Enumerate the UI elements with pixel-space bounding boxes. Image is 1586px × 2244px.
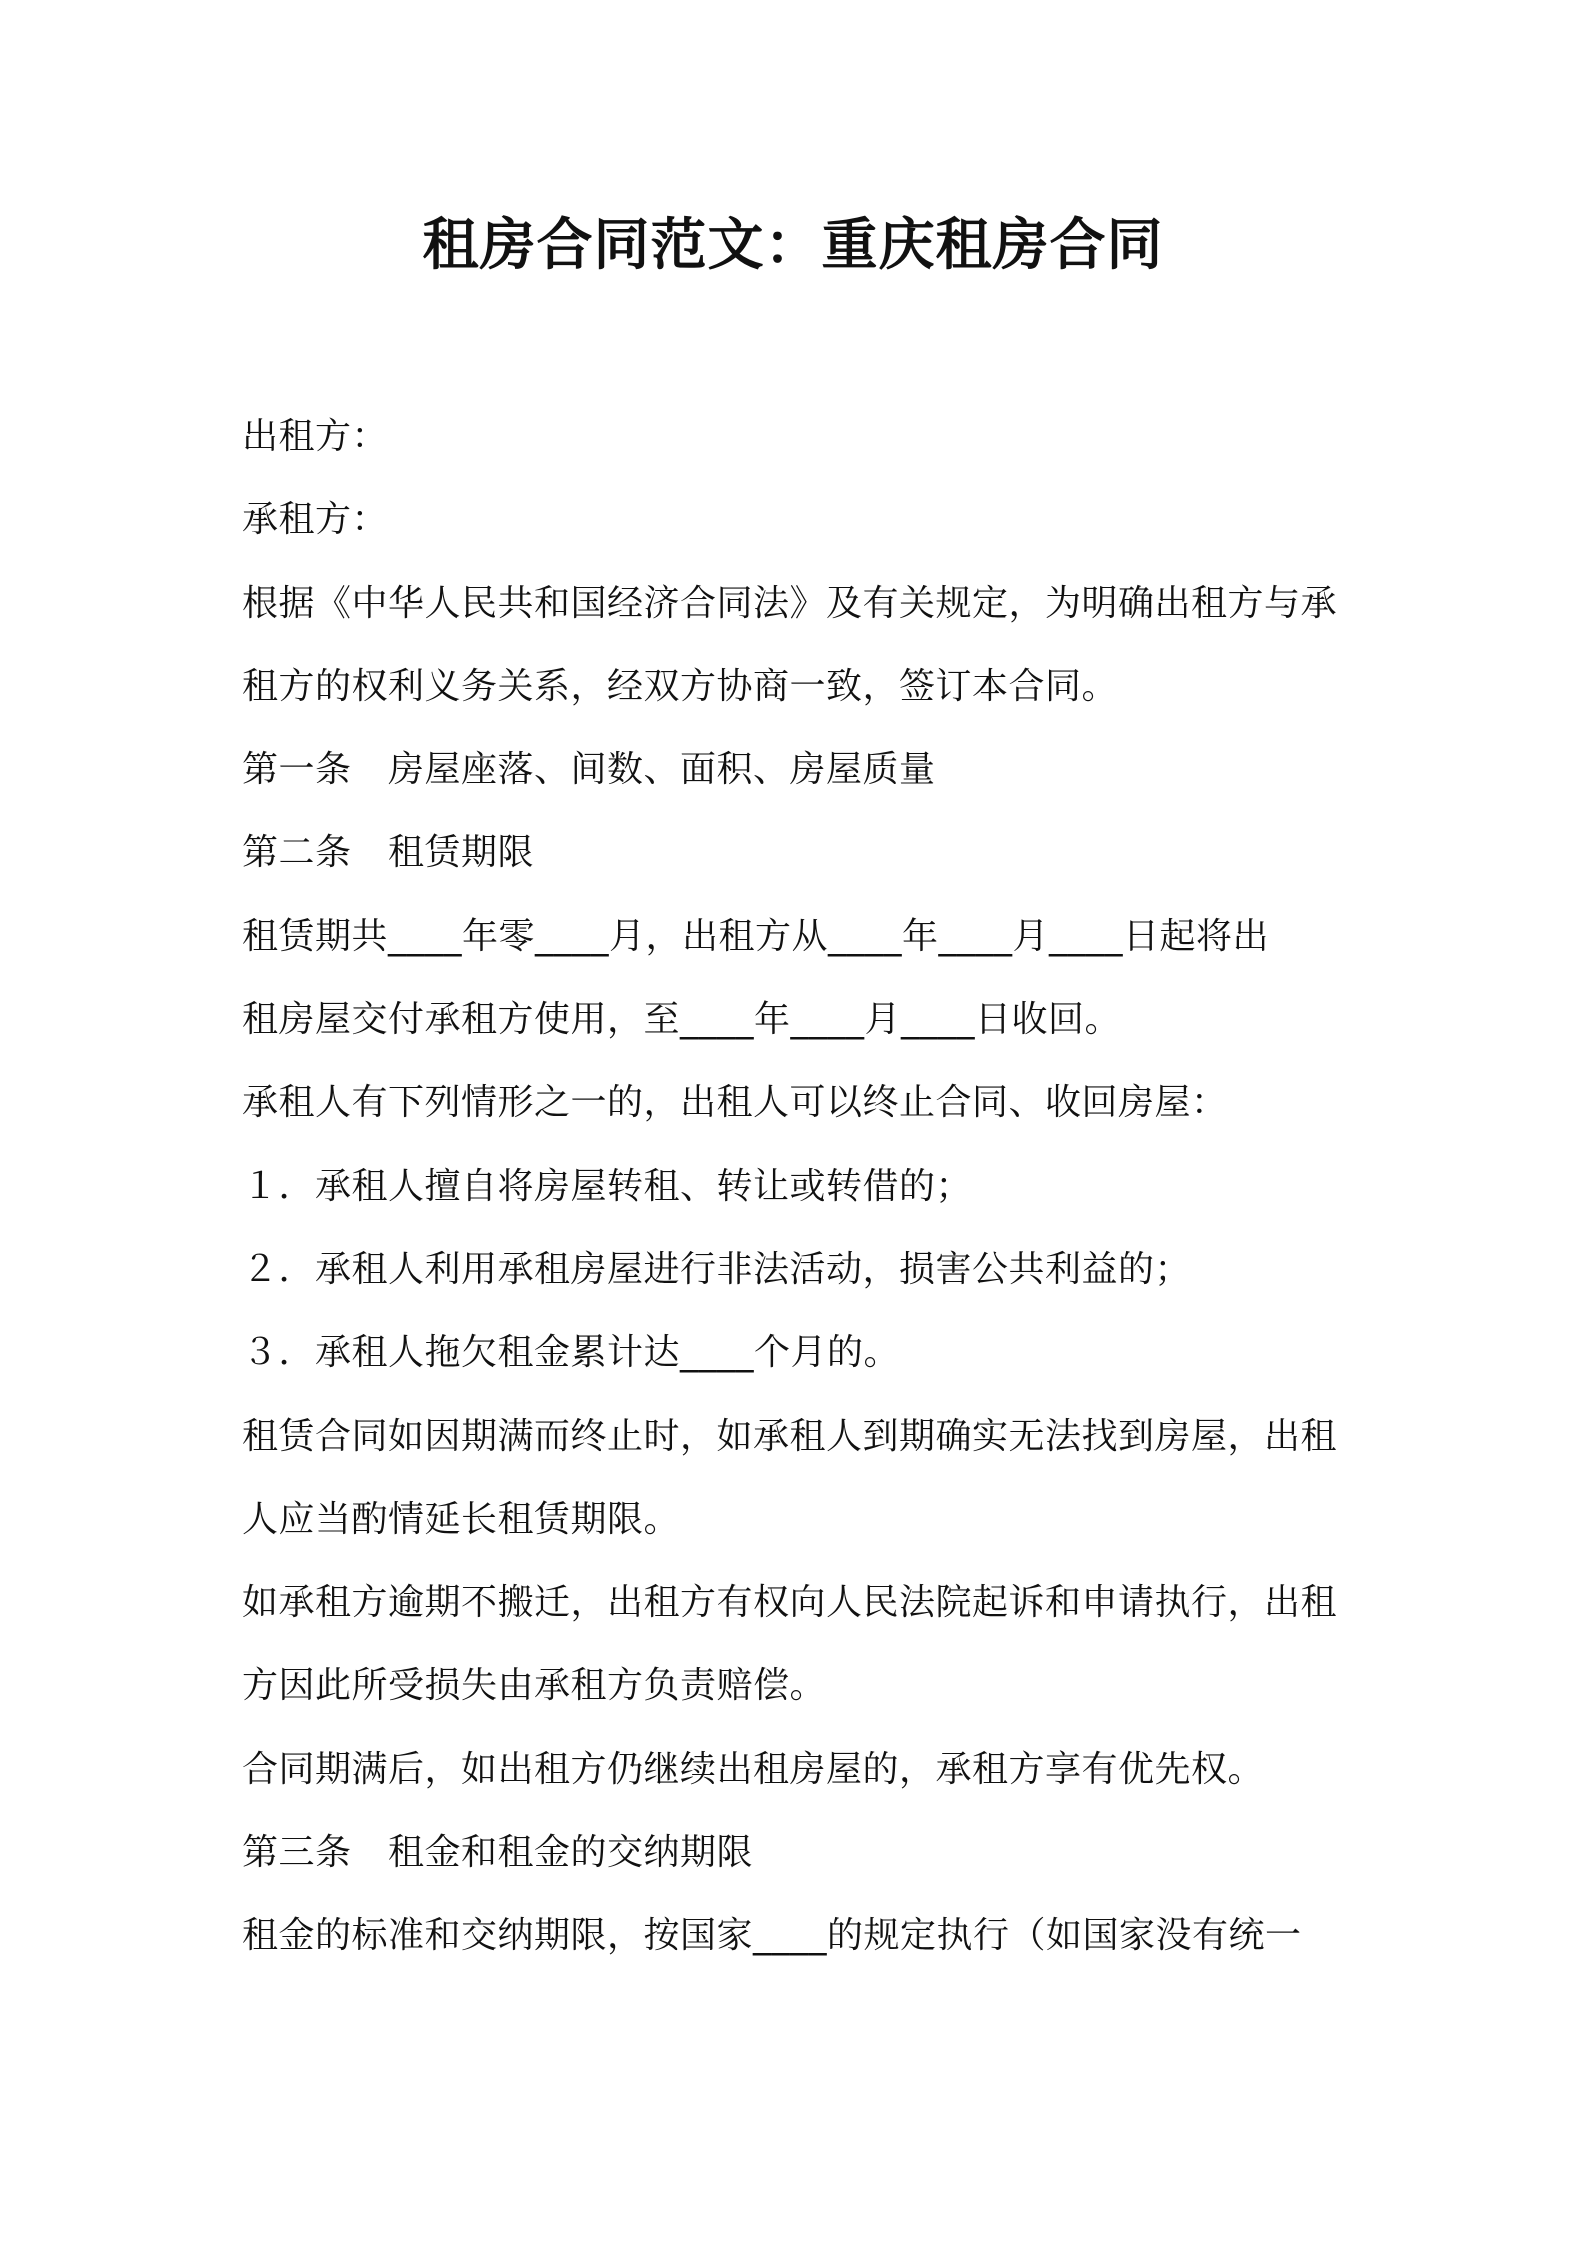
list-item: １．承租人擅自将房屋转租、转让或转借的； (242, 1165, 973, 1207)
paragraph-line: 人应当酌情延长租赁期限。 (242, 1498, 681, 1540)
document-title: 租房合同范文：重庆租房合同 (422, 213, 1164, 278)
document-body (242, 406, 1362, 1989)
paragraph-line: 如承租方逾期不搬迁，出租方有权向人民法院起诉和申请执行，出租 (242, 1582, 1338, 1624)
paragraph-line: 租房屋交付承租方使用，至____年____月____日收回。 (242, 999, 1122, 1041)
list-item: ２．承租人利用承租房屋进行非法活动，损害公共利益的； (242, 1248, 1192, 1290)
paragraph-line: 租方的权利义务关系，经双方协商一致，签订本合同。 (242, 665, 1119, 707)
paragraph-line: 租金的标准和交纳期限，按国家____的规定执行（如国家没有统一 (242, 1915, 1302, 1957)
paragraph-line: 合同期满后，如出租方仍继续出租房屋的，承租方享有优先权。 (242, 1748, 1265, 1790)
lessee-line: 承租方： (242, 499, 389, 541)
paragraph-line: 租赁合同如因期满而终止时，如承租人到期确实无法找到房屋，出租 (242, 1415, 1338, 1457)
paragraph-line: 租赁期共____年零____月，出租方从____年____月____日起将出 (242, 915, 1270, 957)
paragraph-line: 方因此所受损失由承租方负责赔偿。 (242, 1665, 827, 1707)
paragraph-line: 根据《中华人民共和国经济合同法》及有关规定，为明确出租方与承 (242, 582, 1338, 624)
article-heading: 第二条 租赁期限 (242, 832, 535, 874)
list-item: ３．承租人拖欠租金累计达____个月的。 (242, 1332, 901, 1374)
lessor-line: 出租方： (242, 416, 389, 457)
paragraph-line: 承租人有下列情形之一的，出租人可以终止合同、收回房屋： (242, 1082, 1228, 1124)
article-heading: 第三条 租金和租金的交纳期限 (242, 1832, 754, 1874)
article-heading: 第一条 房屋座落、间数、面积、房屋质量 (242, 749, 936, 791)
